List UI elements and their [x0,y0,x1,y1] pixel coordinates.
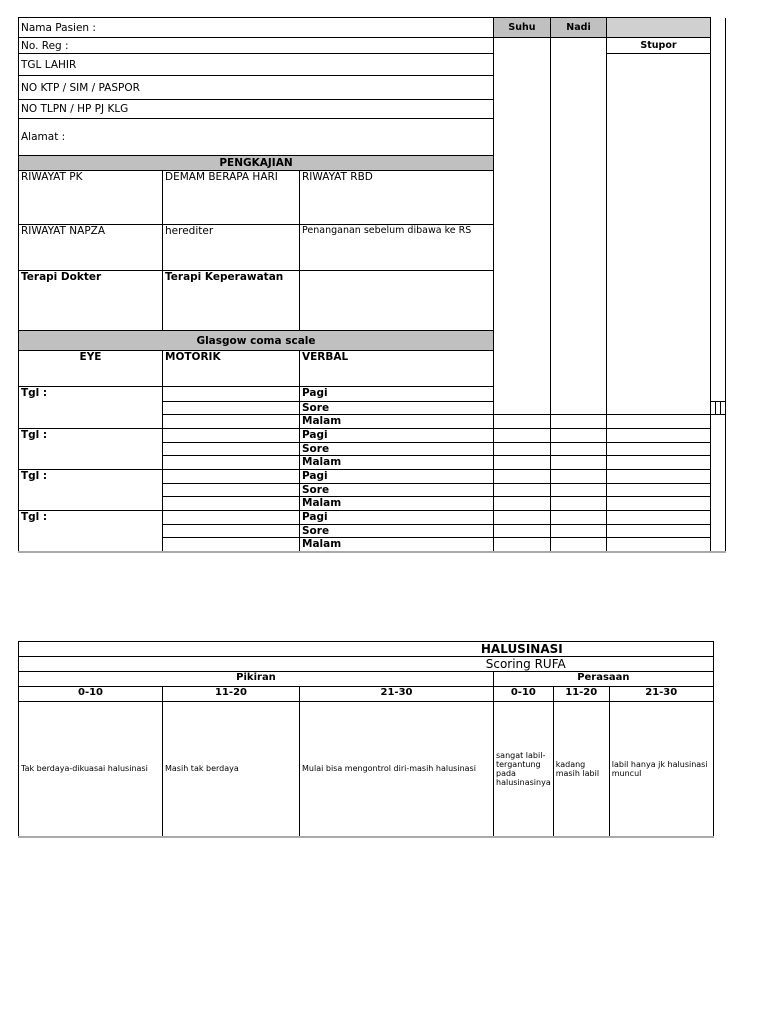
nadi-value-cell[interactable] [551,470,607,484]
motorik-value-cell[interactable] [163,443,300,456]
range-header: 21-30 [300,687,494,702]
rufa-description: Mulai bisa mengontrol diri-masih halusinasi [300,702,494,837]
shift-malam: Malam [300,456,494,470]
penanganan-label: Penanganan sebelum dibawa ke RS [302,225,472,236]
rufa-description: kadang masih labil [553,702,609,837]
stupor-value-cell[interactable] [607,497,711,511]
riwayat-pk-cell[interactable] [19,171,163,225]
pikiran-header: Pikiran [19,672,494,687]
suhu-value-cell[interactable] [494,525,551,538]
range-header: 11-20 [553,687,609,702]
motorik-value-cell[interactable] [163,497,300,511]
tgl-cell[interactable] [19,429,163,470]
terapi-keperawatan-label: Terapi Keperawatan [165,271,284,283]
range-header: 21-30 [609,687,713,702]
nadi-value-cell[interactable] [551,456,607,470]
motorik-header: MOTORIK [163,351,300,387]
range-header: 0-10 [494,687,554,702]
terapi-extra-cell[interactable] [300,271,494,331]
suhu-value-cell[interactable] [494,456,551,470]
stupor-value-cell[interactable] [607,429,711,443]
tgl-label: Tgl : [21,470,48,482]
suhu-header: Suhu [494,18,551,38]
motorik-value-cell[interactable] [163,470,300,484]
terapi-dokter-label: Terapi Dokter [21,271,102,283]
suhu-column-cell[interactable] [494,38,551,415]
nadi-value-cell[interactable] [551,538,607,552]
patient-form-table [18,17,726,553]
motorik-value-cell[interactable] [163,402,300,415]
shift-pagi: Pagi [300,511,494,525]
shift-sore: Sore [300,402,494,415]
shift-malam: Malam [300,497,494,511]
shift-sore: Sore [300,525,494,538]
tgl-label: Tgl : [21,387,48,399]
riwayat-rbd-label: RIWAYAT RBD [302,171,373,183]
motorik-value-cell[interactable] [163,456,300,470]
rufa-description: Tak berdaya-dikuasai halusinasi [19,702,163,837]
motorik-value-cell[interactable] [163,429,300,443]
demam-cell[interactable] [163,171,300,225]
blank-header-cell [607,18,711,38]
motorik-value-cell[interactable] [163,511,300,525]
suhu-value-cell[interactable] [494,415,551,429]
motorik-value-cell[interactable] [163,525,300,538]
stupor-value-cell[interactable] [607,415,711,429]
herediter-cell[interactable] [163,225,300,271]
reg-number-label: No. Reg : [21,39,69,52]
nadi-value-cell[interactable] [551,429,607,443]
herediter-label: herediter [165,225,214,237]
tgl-label: Tgl : [21,429,48,441]
stupor-column-cell[interactable] [607,54,711,415]
shift-pagi: Pagi [300,470,494,484]
shift-malam: Malam [300,538,494,552]
motorik-value-cell[interactable] [163,387,300,402]
suhu-value-cell[interactable] [494,538,551,552]
address-label: Alamat : [21,131,66,143]
dob-field[interactable] [19,54,494,76]
nadi-value-cell[interactable] [551,525,607,538]
tgl-cell[interactable] [19,511,163,552]
stupor-value-cell[interactable] [721,402,726,415]
patient-name-label: Nama Pasien : [21,21,96,34]
stupor-value-cell[interactable] [607,538,711,552]
nadi-value-cell[interactable] [551,484,607,497]
verbal-header: VERBAL [300,351,494,387]
rufa-subtitle: Scoring RUFA [19,657,714,672]
suhu-value-cell[interactable] [494,497,551,511]
riwayat-pk-label: RIWAYAT PK [21,171,83,183]
rufa-description: labil hanya jk halusinasi muncul [609,702,713,837]
motorik-value-cell[interactable] [163,484,300,497]
nadi-value-cell[interactable] [551,511,607,525]
gcs-title: Glasgow coma scale [19,331,494,351]
stupor-value-cell[interactable] [607,456,711,470]
nadi-value-cell[interactable] [551,443,607,456]
dob-label: TGL LAHIR [21,58,77,71]
terapi-keperawatan-cell[interactable] [163,271,300,331]
suhu-value-cell[interactable] [494,470,551,484]
nadi-value-cell[interactable] [551,415,607,429]
stupor-value-cell[interactable] [607,443,711,456]
phone-label: NO TLPN / HP PJ KLG [21,103,129,115]
penanganan-cell[interactable] [300,225,494,271]
assessment-title: PENGKAJIAN [19,156,494,171]
shift-sore: Sore [300,443,494,456]
address-field[interactable] [19,119,494,156]
patient-name-field[interactable] [19,18,494,38]
nadi-value-cell[interactable] [551,497,607,511]
stupor-value-cell[interactable] [607,484,711,497]
perasaan-header: Perasaan [494,672,714,687]
rufa-title: HALUSINASI [19,642,714,657]
eye-header: EYE [19,351,163,387]
id-number-label: NO KTP / SIM / PASPOR [21,81,140,94]
nadi-column-cell[interactable] [551,38,607,415]
suhu-value-cell[interactable] [494,511,551,525]
rufa-description: Masih tak berdaya [163,702,300,837]
shift-pagi: Pagi [300,387,494,402]
riwayat-napza-cell[interactable] [19,225,163,271]
tgl-cell[interactable] [19,387,163,429]
motorik-value-cell[interactable] [163,415,300,429]
riwayat-rbd-cell[interactable] [300,171,494,225]
shift-pagi: Pagi [300,429,494,443]
terapi-dokter-cell[interactable] [19,271,163,331]
stupor-header: Stupor [607,38,711,54]
suhu-value-cell[interactable] [494,484,551,497]
rufa-description: sangat labil-tergantung pada halusinasinya [494,702,554,837]
reg-number-field[interactable] [19,38,494,54]
riwayat-napza-label: RIWAYAT NAPZA [21,225,106,237]
shift-malam: Malam [300,415,494,429]
motorik-value-cell[interactable] [163,538,300,552]
phone-field[interactable] [19,100,494,119]
demam-label: DEMAM BERAPA HARI [165,171,278,183]
nadi-header: Nadi [551,18,607,38]
stupor-value-cell[interactable] [607,525,711,538]
tgl-label: Tgl : [21,511,48,523]
shift-sore: Sore [300,484,494,497]
tgl-cell[interactable] [19,470,163,511]
range-header: 0-10 [19,687,163,702]
rufa-scoring-table [18,641,714,838]
stupor-value-cell[interactable] [607,470,711,484]
id-number-field[interactable] [19,76,494,100]
stupor-value-cell[interactable] [607,511,711,525]
range-header: 11-20 [163,687,300,702]
suhu-value-cell[interactable] [494,429,551,443]
suhu-value-cell[interactable] [494,443,551,456]
